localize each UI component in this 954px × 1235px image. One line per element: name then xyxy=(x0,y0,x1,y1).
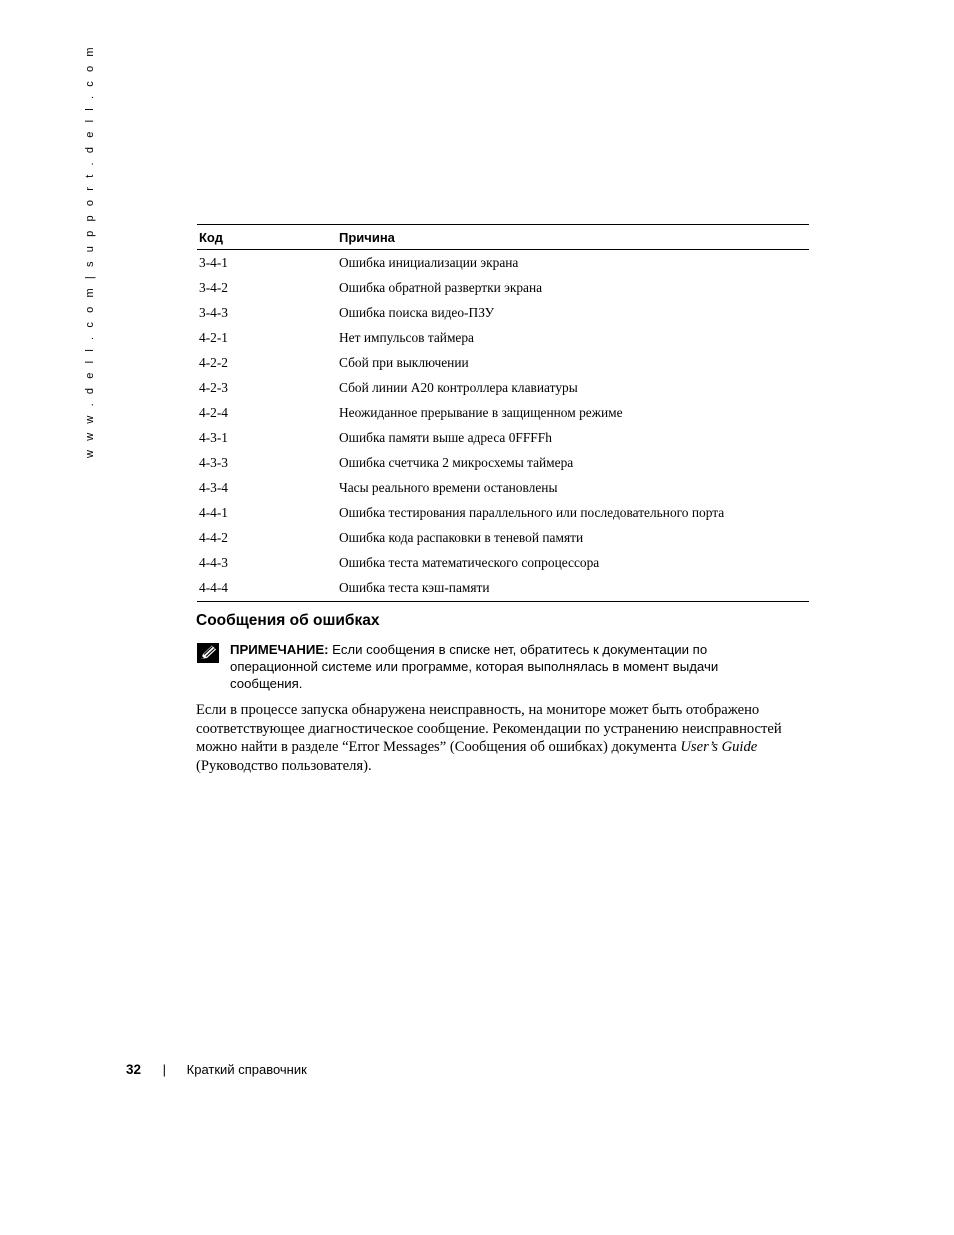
row-code: 4-4-3 xyxy=(199,554,229,570)
row-code: 4-2-4 xyxy=(199,404,229,420)
body-paragraph xyxy=(196,701,808,776)
section-title: Сообщения об ошибках xyxy=(196,612,380,629)
row-cause: Ошибка теста кэш-памяти xyxy=(339,579,490,595)
row-cause: Ошибка поиска видео-ПЗУ xyxy=(339,304,495,320)
row-cause: Часы реального времени остановлены xyxy=(339,479,558,495)
table-row xyxy=(197,350,809,375)
table-body xyxy=(197,250,809,601)
row-cause: Ошибка обратной развертки экрана xyxy=(339,279,543,295)
row-cause: Ошибка теста математического сопроцессора xyxy=(339,554,600,570)
table-row xyxy=(197,475,809,500)
row-code: 3-4-2 xyxy=(199,279,229,295)
row-cause: Ошибка кода распаковки в теневой памяти xyxy=(339,529,584,545)
row-code: 4-4-2 xyxy=(199,529,229,545)
row-cause: Ошибка счетчика 2 микросхемы таймера xyxy=(339,454,574,470)
table-row xyxy=(197,400,809,425)
footer-separator: | xyxy=(162,1062,167,1077)
table-row xyxy=(197,450,809,475)
note-label: ПРИМЕЧАНИЕ: xyxy=(230,642,329,657)
table-row xyxy=(197,500,809,525)
row-code: 3-4-3 xyxy=(199,304,229,320)
row-cause: Ошибка памяти выше адреса 0FFFFh xyxy=(339,429,552,445)
note-pencil-icon xyxy=(197,643,219,663)
row-cause: Неожиданное прерывание в защищенном режиме xyxy=(339,404,623,420)
row-code: 4-2-3 xyxy=(199,379,229,395)
row-cause: Нет импульсов таймера xyxy=(339,329,475,345)
paragraph-text: Если в процессе запуска обнаружена неисправность, на мониторе может быть отображено соответствующее диагностическое сообщение. Рекомендации по устранению неисправностей можно найти в разделе “Error Messages” (Сообщения об ошибках) документа xyxy=(196,702,782,756)
table-row xyxy=(197,275,809,300)
footer-book-title: Краткий справочник xyxy=(186,1062,307,1077)
page-footer xyxy=(126,1062,307,1077)
row-code: 4-3-3 xyxy=(199,454,229,470)
beep-code-table xyxy=(197,224,809,602)
row-code: 4-3-4 xyxy=(199,479,229,495)
page-number: 32 xyxy=(126,1062,142,1077)
paragraph-tail: (Руководство пользователя). xyxy=(196,758,372,775)
row-cause: Ошибка тестирования параллельного или последовательного порта xyxy=(339,504,725,520)
side-url: w w w . d e l l . c o m | s u p p o r t . d e l l . c o m xyxy=(84,44,96,458)
table-header xyxy=(197,225,809,250)
header-cause: Причина xyxy=(339,229,395,245)
row-code: 4-2-1 xyxy=(199,329,229,345)
row-code: 4-2-2 xyxy=(199,354,229,370)
row-code: 4-3-1 xyxy=(199,429,229,445)
row-code: 4-4-4 xyxy=(199,579,229,595)
note-body: Если сообщения в списке нет, обратитесь к документации по операционной системе или программе, которая выполнялась в момент выдачи сообщения. xyxy=(230,642,719,691)
table-row xyxy=(197,375,809,400)
row-code: 4-4-1 xyxy=(199,504,229,520)
row-cause: Сбой линии A20 контроллера клавиатуры xyxy=(339,379,578,395)
paragraph-doc-title: User’s Guide xyxy=(680,739,758,756)
table-row xyxy=(197,575,809,600)
table-row xyxy=(197,300,809,325)
row-code: 3-4-1 xyxy=(199,254,229,270)
table-row xyxy=(197,425,809,450)
table-row xyxy=(197,525,809,550)
row-cause: Сбой при выключении xyxy=(339,354,469,370)
table-row xyxy=(197,325,809,350)
table-row xyxy=(197,550,809,575)
note-text xyxy=(230,641,790,692)
row-cause: Ошибка инициализации экрана xyxy=(339,254,519,270)
header-code: Код xyxy=(199,229,223,245)
table-row xyxy=(197,250,809,275)
